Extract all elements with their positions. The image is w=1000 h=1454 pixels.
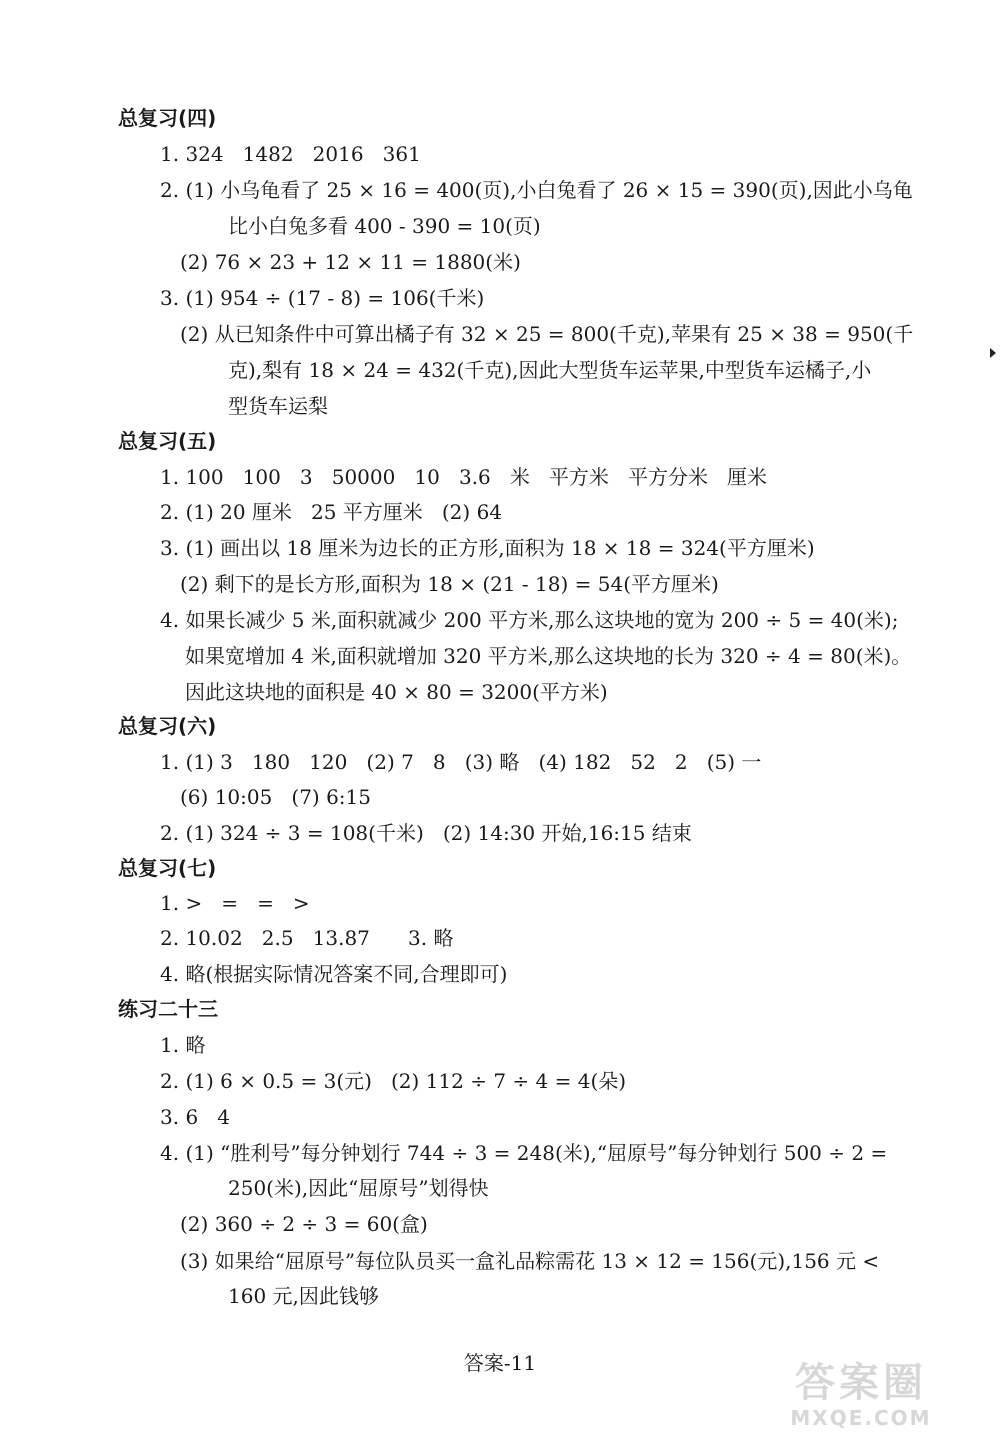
answer-line: 2. (1) 小乌龟看了 25 × 16 = 400(页),小白兔看了 26 × 15 = 390(页),因此小乌龟 [160, 178, 913, 202]
section-heading: 总复习(五) [118, 429, 217, 453]
section-heading: 总复习(六) [118, 714, 217, 738]
answer-line: (3) 如果给“屈原号”每位队员买一盒礼品粽需花 13 × 12 = 156(元),156 元 < [180, 1249, 880, 1273]
answer-line: 4. 如果长减少 5 米,面积就减少 200 平方米,那么这块地的宽为 200 ÷ 5 = 40(米); [160, 608, 899, 632]
answer-line: 1. 100 100 3 50000 10 3.6 米 平方米 平方分米 厘米 [160, 465, 768, 489]
answer-line: 2. 10.02 2.5 13.87 3. 略 [160, 926, 454, 950]
answer-line: 3. (1) 画出以 18 厘米为边长的正方形,面积为 18 × 18 = 324(平方厘米) [160, 536, 815, 560]
answer-line: 2. (1) 20 厘米 25 平方厘米 (2) 64 [160, 500, 503, 524]
section-heading: 练习二十三 [118, 997, 218, 1021]
answer-line: 克),梨有 18 × 24 = 432(千克),因此大型货车运苹果,中型货车运橘子,小 [228, 358, 872, 382]
answer-line: 250(米),因此“屈原号”划得快 [228, 1176, 489, 1200]
watermark-logo-text: 答案圈 [795, 1360, 927, 1406]
answer-line: (6) 10:05 (7) 6:15 [180, 785, 371, 809]
answer-line: 型货车运梨 [228, 394, 328, 418]
answer-line: 3. 6 4 [160, 1105, 230, 1129]
answer-line: 160 元,因此钱够 [228, 1284, 379, 1308]
watermark-url: MXQE.COM [790, 1406, 932, 1430]
section-heading: 总复习(七) [118, 856, 217, 880]
answer-line: 1. 略 [160, 1033, 206, 1057]
answer-line: 2. (1) 324 ÷ 3 = 108(千米) (2) 14:30 开始,16:15 结束 [160, 821, 692, 845]
answer-line: 2. (1) 6 × 0.5 = 3(元) (2) 112 ÷ 7 ÷ 4 = 4(朵) [160, 1069, 627, 1093]
answer-line: 1. (1) 3 180 120 (2) 7 8 (3) 略 (4) 182 52 2 (5) 一 [160, 750, 762, 774]
margin-arrow-icon [990, 348, 996, 358]
page-number: 答案-11 [463, 1351, 537, 1375]
answer-line: 1. > = = > [160, 891, 310, 915]
answer-line: (2) 360 ÷ 2 ÷ 3 = 60(盒) [180, 1212, 428, 1236]
answer-line: 如果宽增加 4 米,面积就增加 320 平方米,那么这块地的长为 320 ÷ 4 = 80(米)。 [185, 644, 912, 668]
answer-line: (2) 从已知条件中可算出橘子有 32 × 25 = 800(千克),苹果有 25 × 38 = 950(千 [180, 322, 914, 346]
answer-line: 4. (1) “胜利号”每分钟划行 744 ÷ 3 = 248(米),“屈原号”每分钟划行 500 ÷ 2 = [160, 1141, 888, 1165]
section-heading: 总复习(四) [118, 106, 217, 130]
answer-line: (2) 76 × 23 + 12 × 11 = 1880(米) [180, 250, 521, 274]
answer-line: 因此这块地的面积是 40 × 80 = 3200(平方米) [185, 680, 608, 704]
answer-line: 1. 324 1482 2016 361 [160, 142, 421, 166]
answer-line: 4. 略(根据实际情况答案不同,合理即可) [160, 962, 508, 986]
answer-line: (2) 剩下的是长方形,面积为 18 × (21 - 18) = 54(平方厘米) [180, 572, 719, 596]
answer-line: 比小白兔多看 400 - 390 = 10(页) [228, 214, 541, 238]
site-watermark [736, 1360, 986, 1440]
answer-line: 3. (1) 954 ÷ (17 - 8) = 106(千米) [160, 286, 485, 310]
